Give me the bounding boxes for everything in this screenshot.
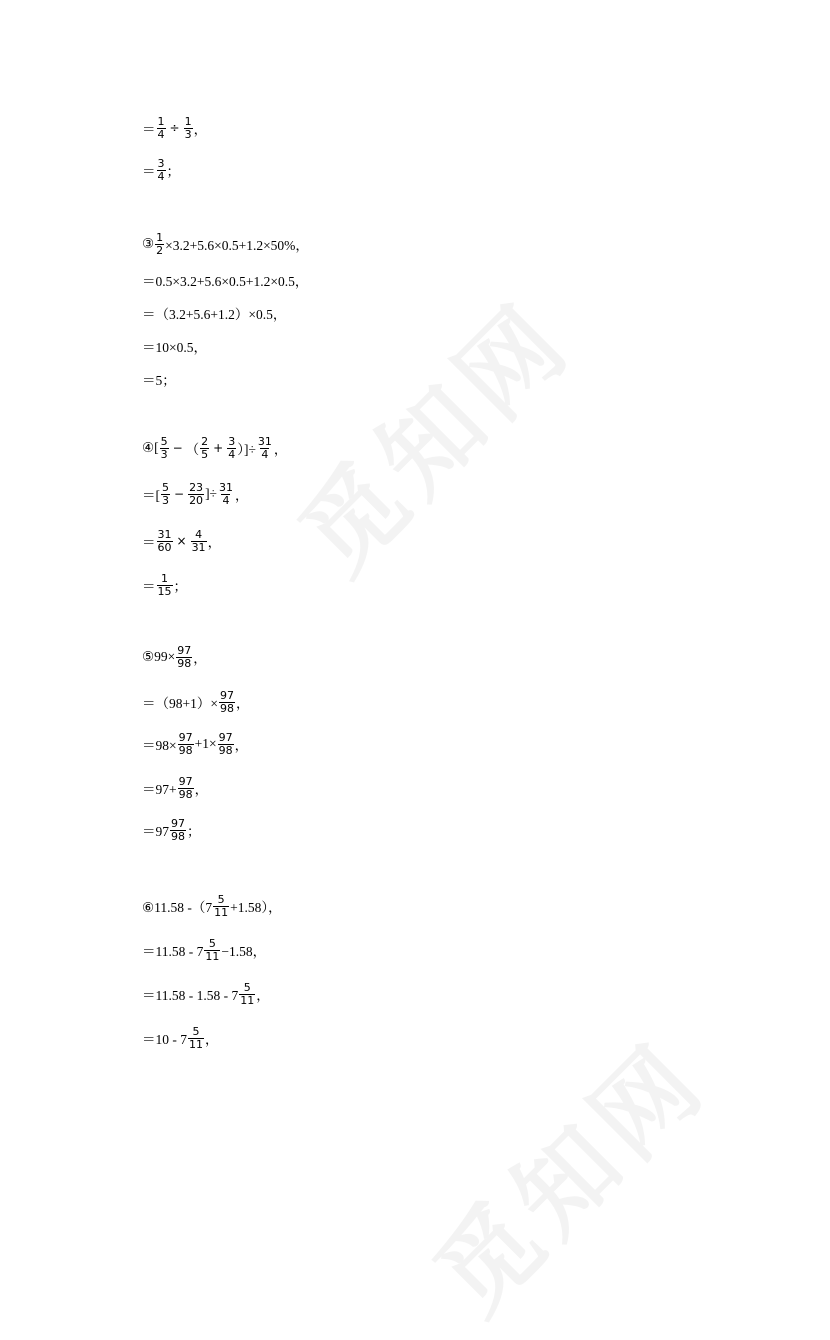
fraction-numerator: 97 — [219, 688, 234, 702]
equation-text: ＝10×0.5， — [142, 340, 207, 355]
fraction-denominator: 98 — [177, 656, 192, 670]
watermark-bottom — [397, 1004, 732, 1339]
fraction — [200, 436, 209, 461]
equation-text: ＝11.58 - 1.58 - 7 — [142, 988, 239, 1003]
equation-line — [142, 108, 207, 148]
equation-text: ×3.2+5.6×0.5+1.2×50%， — [165, 238, 309, 253]
fraction-denominator: 11 — [240, 993, 255, 1007]
equation-line — [142, 682, 249, 722]
fraction-numerator: 3 — [228, 434, 236, 448]
fraction-denominator: 20 — [189, 493, 204, 507]
fraction — [188, 482, 204, 507]
fraction-denominator: 4 — [157, 127, 165, 141]
fraction-numerator: 31 — [257, 434, 272, 448]
fraction — [157, 116, 166, 141]
fraction-denominator: 4 — [261, 447, 269, 461]
equation-text: ， — [256, 988, 270, 1003]
equation-text: ＝ — [142, 535, 156, 550]
equation-text: （ — [185, 442, 200, 457]
equation-text: ， — [194, 782, 209, 797]
equation-line — [142, 1018, 219, 1058]
fraction-numerator: 1 — [156, 230, 164, 244]
equation-text: ＝ — [142, 579, 156, 594]
equation-line — [142, 930, 266, 970]
equation-text: ⑤99× — [142, 649, 176, 664]
fraction-denominator: 3 — [160, 447, 168, 461]
equation-text: ＝ — [142, 122, 156, 137]
equation-text: −1.58， — [221, 944, 267, 959]
equation-line — [142, 428, 287, 468]
equation-line — [142, 768, 208, 808]
fraction — [239, 982, 255, 1007]
fraction-numerator: 3 — [157, 156, 165, 170]
fraction-denominator: 4 — [228, 447, 236, 461]
equation-text: ， — [207, 535, 222, 550]
equation-line — [142, 637, 207, 677]
equation-text: ， — [193, 122, 208, 137]
fraction-numerator: 5 — [243, 980, 251, 994]
fraction-denominator: 98 — [218, 743, 233, 757]
fraction-numerator: 5 — [192, 1024, 200, 1038]
fraction — [227, 436, 236, 461]
fraction-denominator: 11 — [205, 949, 220, 963]
equation-text: ＝（3.2+5.6+1.2）×0.5， — [142, 307, 287, 322]
fraction-denominator: 98 — [171, 829, 185, 843]
operator: − — [174, 487, 185, 501]
fraction — [184, 116, 193, 141]
equation-text: ＝（98+1）× — [142, 696, 218, 711]
equation-line — [142, 521, 221, 561]
fraction-denominator: 2 — [156, 243, 164, 257]
fraction-numerator: 1 — [184, 114, 192, 128]
equation-text: ]÷ — [205, 486, 217, 501]
fraction-numerator: 31 — [218, 480, 233, 494]
fraction-denominator: 11 — [189, 1037, 203, 1051]
fraction-denominator: 60 — [157, 540, 172, 554]
operator: − — [172, 441, 183, 455]
operator: ÷ — [169, 121, 180, 135]
fraction — [157, 529, 173, 554]
equation-text: ； — [173, 579, 187, 594]
fraction-numerator: 1 — [157, 114, 165, 128]
fraction-denominator: 5 — [201, 447, 209, 461]
fraction-numerator: 97 — [218, 730, 233, 744]
fraction — [257, 436, 273, 461]
equation-text: ＝ — [142, 164, 156, 179]
equation-text: +1× — [194, 736, 217, 751]
fraction — [157, 158, 166, 183]
watermark — [262, 264, 597, 599]
equation-line — [142, 565, 187, 605]
equation-text: ＝98× — [142, 738, 177, 753]
fraction — [219, 690, 235, 715]
fraction-denominator: 15 — [157, 584, 172, 598]
fraction-denominator: 98 — [178, 787, 193, 801]
fraction — [204, 938, 220, 963]
equation-text: ， — [205, 1032, 219, 1047]
equation-text: ＝10 - 7 — [142, 1032, 187, 1047]
equation-text: ⑥11.58 -（7 — [142, 900, 213, 915]
fraction-numerator: 97 — [178, 774, 193, 788]
fraction-denominator: 3 — [184, 127, 192, 141]
fraction-numerator: 23 — [189, 480, 204, 494]
equation-text: ④[ — [142, 440, 159, 455]
fraction — [155, 232, 164, 257]
fraction-numerator: 97 — [171, 816, 185, 830]
equation-text: ＝11.58 - 7 — [142, 944, 204, 959]
operator: + — [213, 441, 224, 455]
equation-text: ， — [234, 738, 249, 753]
equation-text: ＝97+ — [142, 782, 177, 797]
equation-line — [142, 359, 176, 399]
equation-line — [142, 974, 270, 1014]
fraction — [178, 776, 194, 801]
equation-text: ③ — [142, 236, 155, 251]
fraction-numerator: 31 — [157, 527, 172, 541]
fraction — [161, 482, 170, 507]
fraction — [191, 529, 207, 554]
fraction-numerator: 4 — [195, 527, 203, 541]
fraction-denominator: 98 — [178, 743, 193, 757]
fraction — [160, 436, 169, 461]
equation-line — [142, 474, 248, 514]
fraction-numerator: 1 — [161, 571, 168, 585]
equation-line — [142, 810, 201, 850]
fraction-denominator: 4 — [222, 493, 230, 507]
fraction-denominator: 11 — [214, 905, 229, 919]
equation-text: ； — [166, 164, 180, 179]
fraction-denominator: 3 — [162, 493, 169, 507]
fraction-numerator: 2 — [201, 434, 209, 448]
fraction-numerator: 97 — [178, 730, 193, 744]
fraction — [218, 732, 234, 757]
fraction — [213, 894, 229, 919]
equation-text: +1.58）， — [230, 900, 282, 915]
equation-text: ＝[ — [142, 488, 160, 503]
fraction-denominator: 31 — [191, 540, 206, 554]
equation-text: ）]÷ — [237, 442, 256, 457]
equation-line — [142, 724, 248, 764]
fraction-numerator: 5 — [160, 434, 168, 448]
fraction — [178, 732, 194, 757]
equation-text: ， — [235, 696, 250, 711]
fraction — [157, 573, 173, 598]
fraction — [170, 818, 186, 843]
fraction-numerator: 5 — [217, 892, 225, 906]
equation-text: ， — [273, 442, 288, 457]
equation-text: ， — [234, 488, 249, 503]
fraction-numerator: 97 — [177, 643, 192, 657]
equation-text: ； — [187, 824, 201, 839]
fraction — [176, 645, 192, 670]
equation-line — [142, 886, 282, 926]
equation-text: ， — [193, 651, 207, 666]
equation-text: ＝0.5×3.2+5.6×0.5+1.2×0.5， — [142, 274, 309, 289]
equation-text: ＝97 — [142, 824, 169, 839]
equation-text: ＝5； — [142, 373, 176, 388]
fraction-numerator: 5 — [162, 480, 169, 494]
operator: × — [176, 534, 187, 548]
fraction-denominator: 4 — [157, 169, 165, 183]
equation-line — [142, 150, 180, 190]
fraction — [218, 482, 234, 507]
fraction-denominator: 98 — [219, 701, 234, 715]
fraction — [188, 1026, 204, 1051]
fraction-numerator: 5 — [208, 936, 216, 950]
equation-line — [142, 224, 309, 264]
